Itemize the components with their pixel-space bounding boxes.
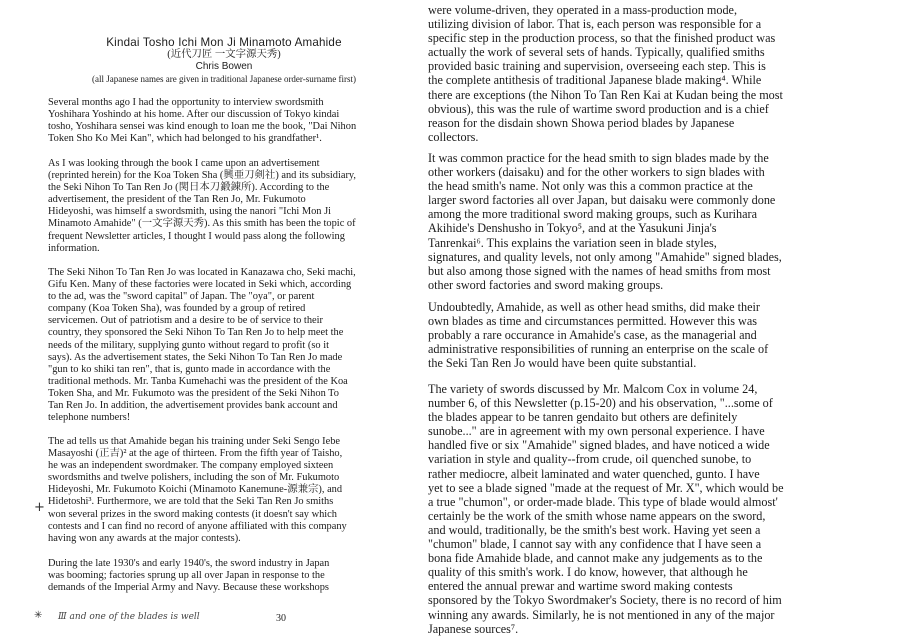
text-line: Hideyoshi, was himself a swordsmith, using the nanori "Ichi Mon Ji (48, 206, 332, 218)
text-line: During the late 1930's and early 1940's, the sword industry in Japan (48, 558, 330, 569)
text-line: bona fide Amahide blade, and cannot make any judgements as to the (428, 551, 763, 566)
text-line: the Seki Tan Ren Jo would have been quite substantial. (428, 356, 697, 371)
margin-mark: + (34, 500, 45, 515)
text-line: Token Sho Ko Mei Kan", which had belonged to his grandfather¹. (48, 133, 322, 145)
text-line: "gun to ko shiki tan ren", that is, gunto made in accordance with the (48, 363, 331, 375)
paragraph (48, 558, 400, 594)
text-line: obvious), this was the rule of wartime sword production and is a chief (428, 101, 769, 116)
text-line: probably a rare occurance in Amahide's case, as the managerial and (428, 328, 757, 343)
text-line: says). As the advertisement states, the Seki Nihon To Tan Ren Jo made (48, 351, 343, 363)
text-line: administrative responsibilities of running an enterprise on the scale of (428, 342, 769, 357)
handwritten-note: Ⅲ and one of the blades is well (58, 612, 200, 622)
text-line: among the more traditional sword making groups, such as Kurihara (428, 207, 757, 222)
text-line: were volume-driven, they operated in a mass-production mode, (428, 3, 737, 17)
text-line: (reprinted herein) for the Koa Token Sha (興亜刀剣社) and its subsidiary, (48, 170, 357, 182)
text-line: having won any awards at the major contests). (48, 532, 241, 544)
text-line: The ad tells us that Amahide began his training under Seki Sengo Iebe (48, 436, 341, 447)
text-line: Yoshihara Yoshindo at his home. After our discussion of Tokyo kindai (48, 109, 340, 121)
text-line: won several prizes in the sword making contests (it doesn't say which (48, 508, 337, 520)
text-line: signatures, and quality levels, not only among "Amahide" signed blades, (428, 249, 782, 264)
text-line: The Seki Nihon To Tan Ren Jo was located in Kanazawa cho, Seki machi, (48, 267, 356, 278)
text-line: rather mediocre, albeit laminated and water quenched, gunto. I have (428, 466, 760, 481)
text-line: demands of the Imperial Army and Navy. Because these workshops (48, 582, 329, 594)
text-line: telephone numbers! (48, 412, 131, 424)
text-line: the head smith's name. Not only was this a common practice at the (428, 179, 753, 194)
text-line: specific step in the production process, so that the finished product was (428, 31, 776, 46)
text-line: utilizing division of labor. That is, each person was responsible for a (428, 17, 762, 32)
paragraph (48, 267, 400, 424)
text-line: tosho, Yoshihara sensei was kind enough to loan me the book, "Dai Nihon (48, 121, 357, 133)
text-line: contests and I can find no record of anyone affiliated with this company (48, 520, 347, 532)
text-line: number 6, of this Newsletter (p.15-20) and his observation, "...some of (428, 396, 773, 411)
paragraph (48, 158, 400, 255)
text-line: Tan Ren Jo. In addition, the advertisement provides bank account and (48, 400, 338, 412)
text-line: was booming; factories sprung up all over Japan in response to the (48, 570, 325, 582)
paragraph (48, 436, 400, 545)
paragraph (428, 3, 892, 144)
text-line: own blades as time and circumstances permitted. However this was (428, 314, 757, 329)
text-line: Gifu Ken. Many of these factories were located in Seki which, according (48, 279, 352, 291)
text-line: larger sword factories all over Japan, but daisaku were commonly done (428, 193, 776, 208)
text-line: advertisement, the president of the Tan Ren Jo, Mr. Fukumoto (48, 194, 306, 206)
author-name: Chris Bowen (195, 61, 253, 72)
text-line: to the ad, was the "sword capital" of Japan. The "oya", or parent (48, 291, 315, 303)
text-line: he was an independent swordmaker. The company employed sixteen (48, 460, 334, 472)
article-title: Kindai Tosho Ichi Mon Ji Minamoto Amahide (106, 36, 342, 49)
text-line: swordsmiths and twelve polishers, including the son of Mr. Fukumoto (48, 472, 340, 484)
text-line: country, they sponsored the Seki Nihon To Tan Ren Jo to help meet the (48, 327, 344, 339)
text-line: provided basic training and supervision, overseeing each step. This is (428, 59, 766, 74)
text-line: Masayoshi (正吉)² at the age of thirteen. From the fifth year of Taisho, (48, 448, 343, 460)
text-line: Tanrenkai⁶. This explains the variation seen in blade styles, (428, 235, 717, 250)
text-line: a true "chumon", or order-made blade. This type of blade would almost' (428, 494, 778, 509)
paragraph (428, 382, 892, 636)
text-line: but also among those signed with the names of head smiths from most (428, 263, 771, 278)
text-line: Token Sha, and Mr. Fukumoto was the president of the Seki Nihon To (48, 387, 339, 399)
text-line: company (Koa Token Sha), was founded by a group of retired (48, 303, 306, 315)
text-line: variation in style and quality--from crude, oil quenched sunobe, to (428, 452, 752, 467)
text-line: traditional methods. Mr. Tanba Kumehachi was the president of the Koa (48, 375, 348, 387)
text-line: Undoubtedly, Amahide, as well as other head smiths, did make their (428, 300, 760, 314)
paragraph (428, 300, 892, 370)
text-line: The variety of swords discussed by Mr. Malcom Cox in volume 24, (428, 382, 758, 396)
japanese-title: (近代刀匠 一文字源天秀) (167, 49, 281, 60)
text-line: information. (48, 242, 100, 254)
text-line: other sword factories and sword making groups. (428, 277, 664, 292)
text-line: sponsored by the Tokyo Swordmaker's Society, there is no record of him (428, 593, 782, 608)
text-line: the Seki Nihon To Tan Ren Jo (関日本刀鍛錬所). According to the (48, 182, 330, 194)
text-line: servicemen. Out of patriotism and a desire to be of service to their (48, 315, 323, 327)
text-line: "chumon" blade, I cannot say with any confidence that I have seen a (428, 537, 762, 552)
text-line: there are exceptions (the Nihon To Tan Ren Kai at Kudan being the most (428, 87, 783, 102)
text-line: As I was looking through the book I came upon an advertisement (48, 158, 320, 169)
text-line: entered the annual prewar and wartime sword making contests (428, 579, 733, 594)
text-line: the complete antithesis of traditional Japanese blade making⁴. While (428, 73, 762, 88)
text-line: It was common practice for the head smith to sign blades made by the (428, 151, 769, 165)
text-line: needs of the military, supplying gunto without regard to profit (so it (48, 339, 329, 351)
text-line: Hidetoshi³. Furthermore, we are told that the Seki Tan Ren Jo smiths (48, 496, 334, 508)
text-line: other workers (daisaku) and for the other workers to sign blades with (428, 165, 765, 180)
text-line: Akihide's Denshusho in Tokyo⁵, and at the Yasukuni Jinja's (428, 221, 717, 236)
text-line: actually the work of several sets of hands. Typically, qualified smiths (428, 45, 765, 60)
name-order-note: (all Japanese names are given in traditional Japanese order-surname first) (92, 74, 356, 84)
text-line: Hideyoshi, Mr. Fukumoto Koichi (Minamoto Kanemune-源兼宗), and (48, 484, 343, 496)
text-line: handled five or six "Amahide" signed blades, and have noticed a wide (428, 438, 770, 453)
text-line: the blades appear to be tanren gendaito but others are definitely (428, 410, 738, 425)
text-line: frequent Newsletter articles, I thought I would pass along the following (48, 230, 345, 242)
text-line: quality of this smith's work. I do know, however, that although he (428, 565, 748, 580)
text-line: reason for the disdain shown Showa period blades by Japanese (428, 115, 735, 130)
text-line: sunobe..." are in agreement with my own personal experience. I have (428, 424, 765, 439)
text-line: collectors. (428, 129, 479, 144)
text-line: and would, traditionally, be the smith's best work. Having yet seen a (428, 522, 761, 537)
paragraph (48, 97, 400, 145)
footnote-mark: ✳ (34, 610, 43, 621)
text-line: Several months ago I had the opportunity to interview swordsmith (48, 97, 324, 108)
page-number: 30 (276, 613, 286, 624)
text-line: yet to see a blade signed "made at the request of Mr. X", which would be (428, 480, 784, 495)
text-line: winning any awards. Similarly, he is not mentioned in any of the major (428, 607, 775, 622)
paragraph (428, 151, 892, 292)
text-line: certainly be the work of the smith whose name appears on the sword, (428, 508, 766, 523)
text-line: Japanese sources⁷. (428, 621, 519, 636)
text-line: Minamoto Amahide" (一文字源天秀). As this smith has been the topic of (48, 218, 356, 230)
